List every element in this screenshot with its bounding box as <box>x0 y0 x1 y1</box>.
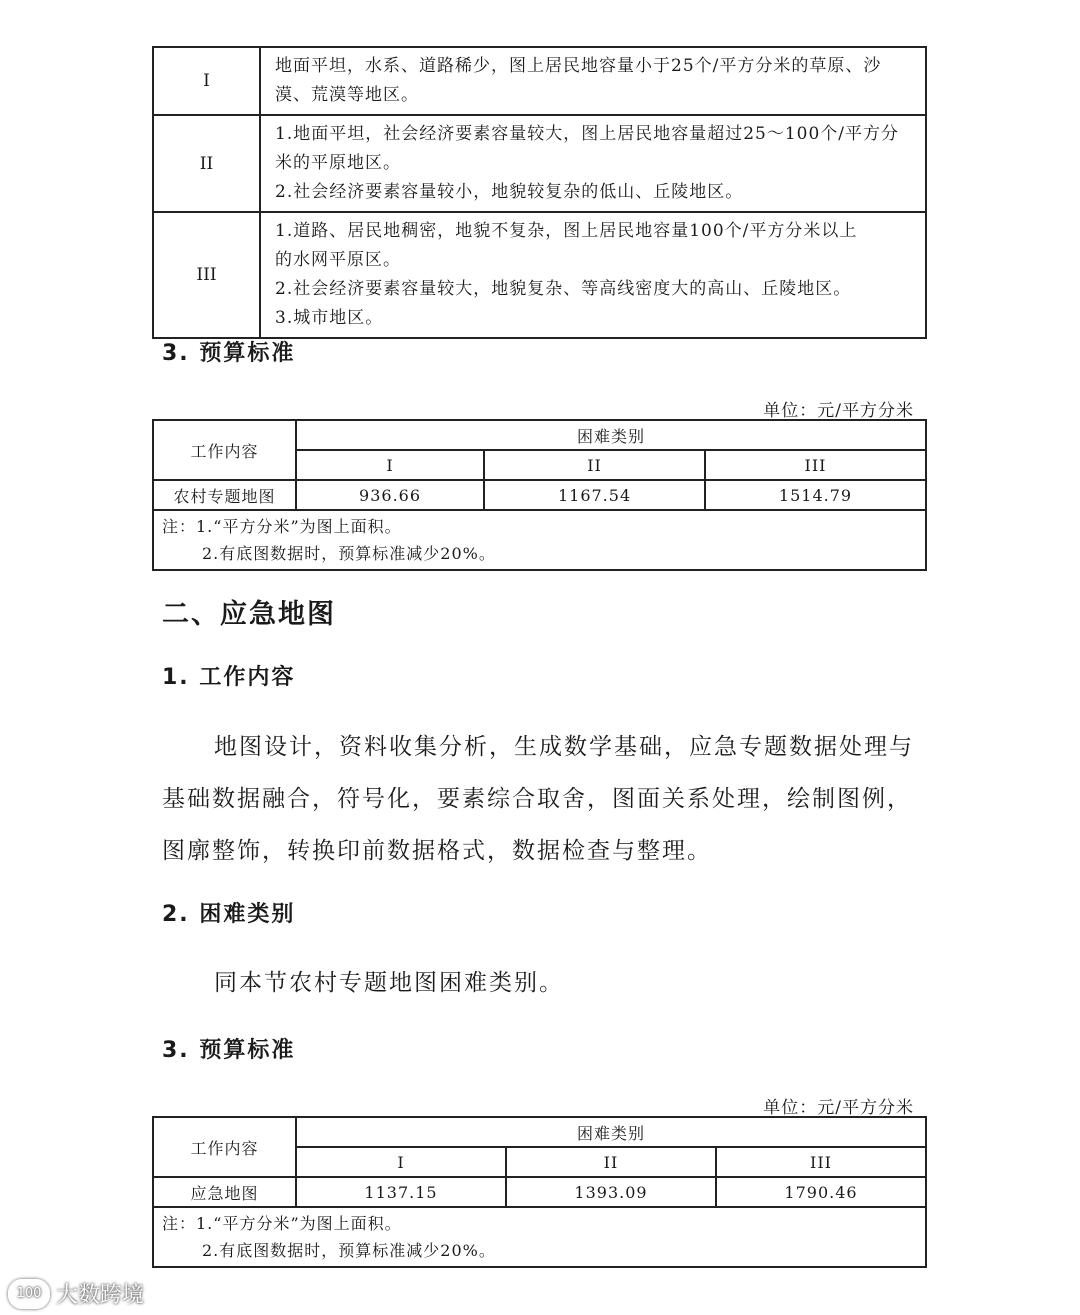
note-line: 2.有底图数据时，预算标准减少20%。 <box>202 544 496 563</box>
budget-value: 1393.09 <box>506 1177 716 1207</box>
class-header: I <box>296 450 484 480</box>
work-content-header: 工作内容 <box>153 1117 296 1177</box>
description-line: 漠、荒漠等地区。 <box>275 85 419 105</box>
difficulty-class-cell: II <box>153 115 260 212</box>
table-row <box>153 115 926 212</box>
paragraph-line: 同本节农村专题地图困难类别。 <box>214 970 564 996</box>
table-row <box>153 47 926 115</box>
difficulty-classification-table <box>152 46 927 339</box>
note-line: 注：1.“平方分米”为图上面积。 <box>162 1214 402 1233</box>
difficulty-description-cell <box>260 47 926 115</box>
table-row <box>153 480 926 510</box>
table-row <box>153 1207 926 1267</box>
difficulty-header: 困难类别 <box>296 420 926 450</box>
item-name: 农村专题地图 <box>153 480 296 510</box>
budget-value: 1514.79 <box>705 480 926 510</box>
note-line: 注：1.“平方分米”为图上面积。 <box>162 517 402 536</box>
table-row <box>153 1177 926 1207</box>
table-row <box>153 510 926 570</box>
work-content-header: 工作内容 <box>153 420 296 480</box>
difficulty-description-cell <box>260 212 926 338</box>
description-line: 地面平坦，水系、道路稀少，图上居民地容量小于25个/平方分米的草原、沙 <box>275 56 882 76</box>
table-row <box>153 420 926 450</box>
difficulty-class-cell: I <box>153 47 260 115</box>
note-line: 2.有底图数据时，预算标准减少20%。 <box>202 1241 496 1260</box>
difficulty-header: 困难类别 <box>296 1117 926 1147</box>
description-line: 的水网平原区。 <box>275 250 401 270</box>
table-note <box>153 510 926 570</box>
budget-value: 1167.54 <box>484 480 705 510</box>
budget-value: 1137.15 <box>296 1177 506 1207</box>
table-row <box>153 212 926 338</box>
paragraph-line: 地图设计，资料收集分析，生成数学基础，应急专题数据处理与 <box>214 734 914 760</box>
emergency-map-budget-table <box>152 1116 927 1268</box>
paragraph-line: 图廓整饰，转换印前数据格式，数据检查与整理。 <box>162 838 712 864</box>
section-title: 二、应急地图 <box>162 599 336 630</box>
work-content-paragraph <box>162 721 922 877</box>
difficulty-class-cell: III <box>153 212 260 338</box>
unit-label: 单位：元/平方分米 <box>763 1098 914 1118</box>
watermark <box>8 1278 144 1309</box>
table-note <box>153 1207 926 1267</box>
description-line: 1.道路、居民地稠密，地貌不复杂，图上居民地容量100个/平方分米以上 <box>275 221 858 241</box>
budget-heading: 3. 预算标准 <box>162 1038 296 1063</box>
watermark-text: 大数跨境 <box>56 1283 145 1308</box>
budget-value: 936.66 <box>296 480 484 510</box>
unit-label: 单位：元/平方分米 <box>763 401 914 421</box>
class-header: II <box>484 450 705 480</box>
watermark-logo-icon: 100 <box>8 1279 50 1309</box>
paragraph-line: 基础数据融合，符号化，要素综合取舍，图面关系处理，绘制图例， <box>162 786 912 812</box>
item-name: 应急地图 <box>153 1177 296 1207</box>
budget-value: 1790.46 <box>716 1177 926 1207</box>
class-header: III <box>705 450 926 480</box>
description-line: 2.社会经济要素容量较大，地貌复杂、等高线密度大的高山、丘陵地区。 <box>275 279 852 299</box>
budget-heading: 3. 预算标准 <box>162 341 296 366</box>
class-header: II <box>506 1147 716 1177</box>
difficulty-description-cell <box>260 115 926 212</box>
table-row <box>153 1117 926 1147</box>
class-header: III <box>716 1147 926 1177</box>
description-line: 米的平原地区。 <box>275 153 401 173</box>
work-content-heading: 1. 工作内容 <box>162 665 296 690</box>
rural-map-budget-table <box>152 419 927 571</box>
description-line: 3.城市地区。 <box>275 308 384 328</box>
class-header: I <box>296 1147 506 1177</box>
difficulty-paragraph <box>162 957 922 1009</box>
difficulty-heading: 2. 困难类别 <box>162 902 296 927</box>
description-line: 2.社会经济要素容量较小，地貌较复杂的低山、丘陵地区。 <box>275 182 744 202</box>
description-line: 1.地面平坦，社会经济要素容量较大，图上居民地容量超过25～100个/平方分 <box>275 124 900 144</box>
